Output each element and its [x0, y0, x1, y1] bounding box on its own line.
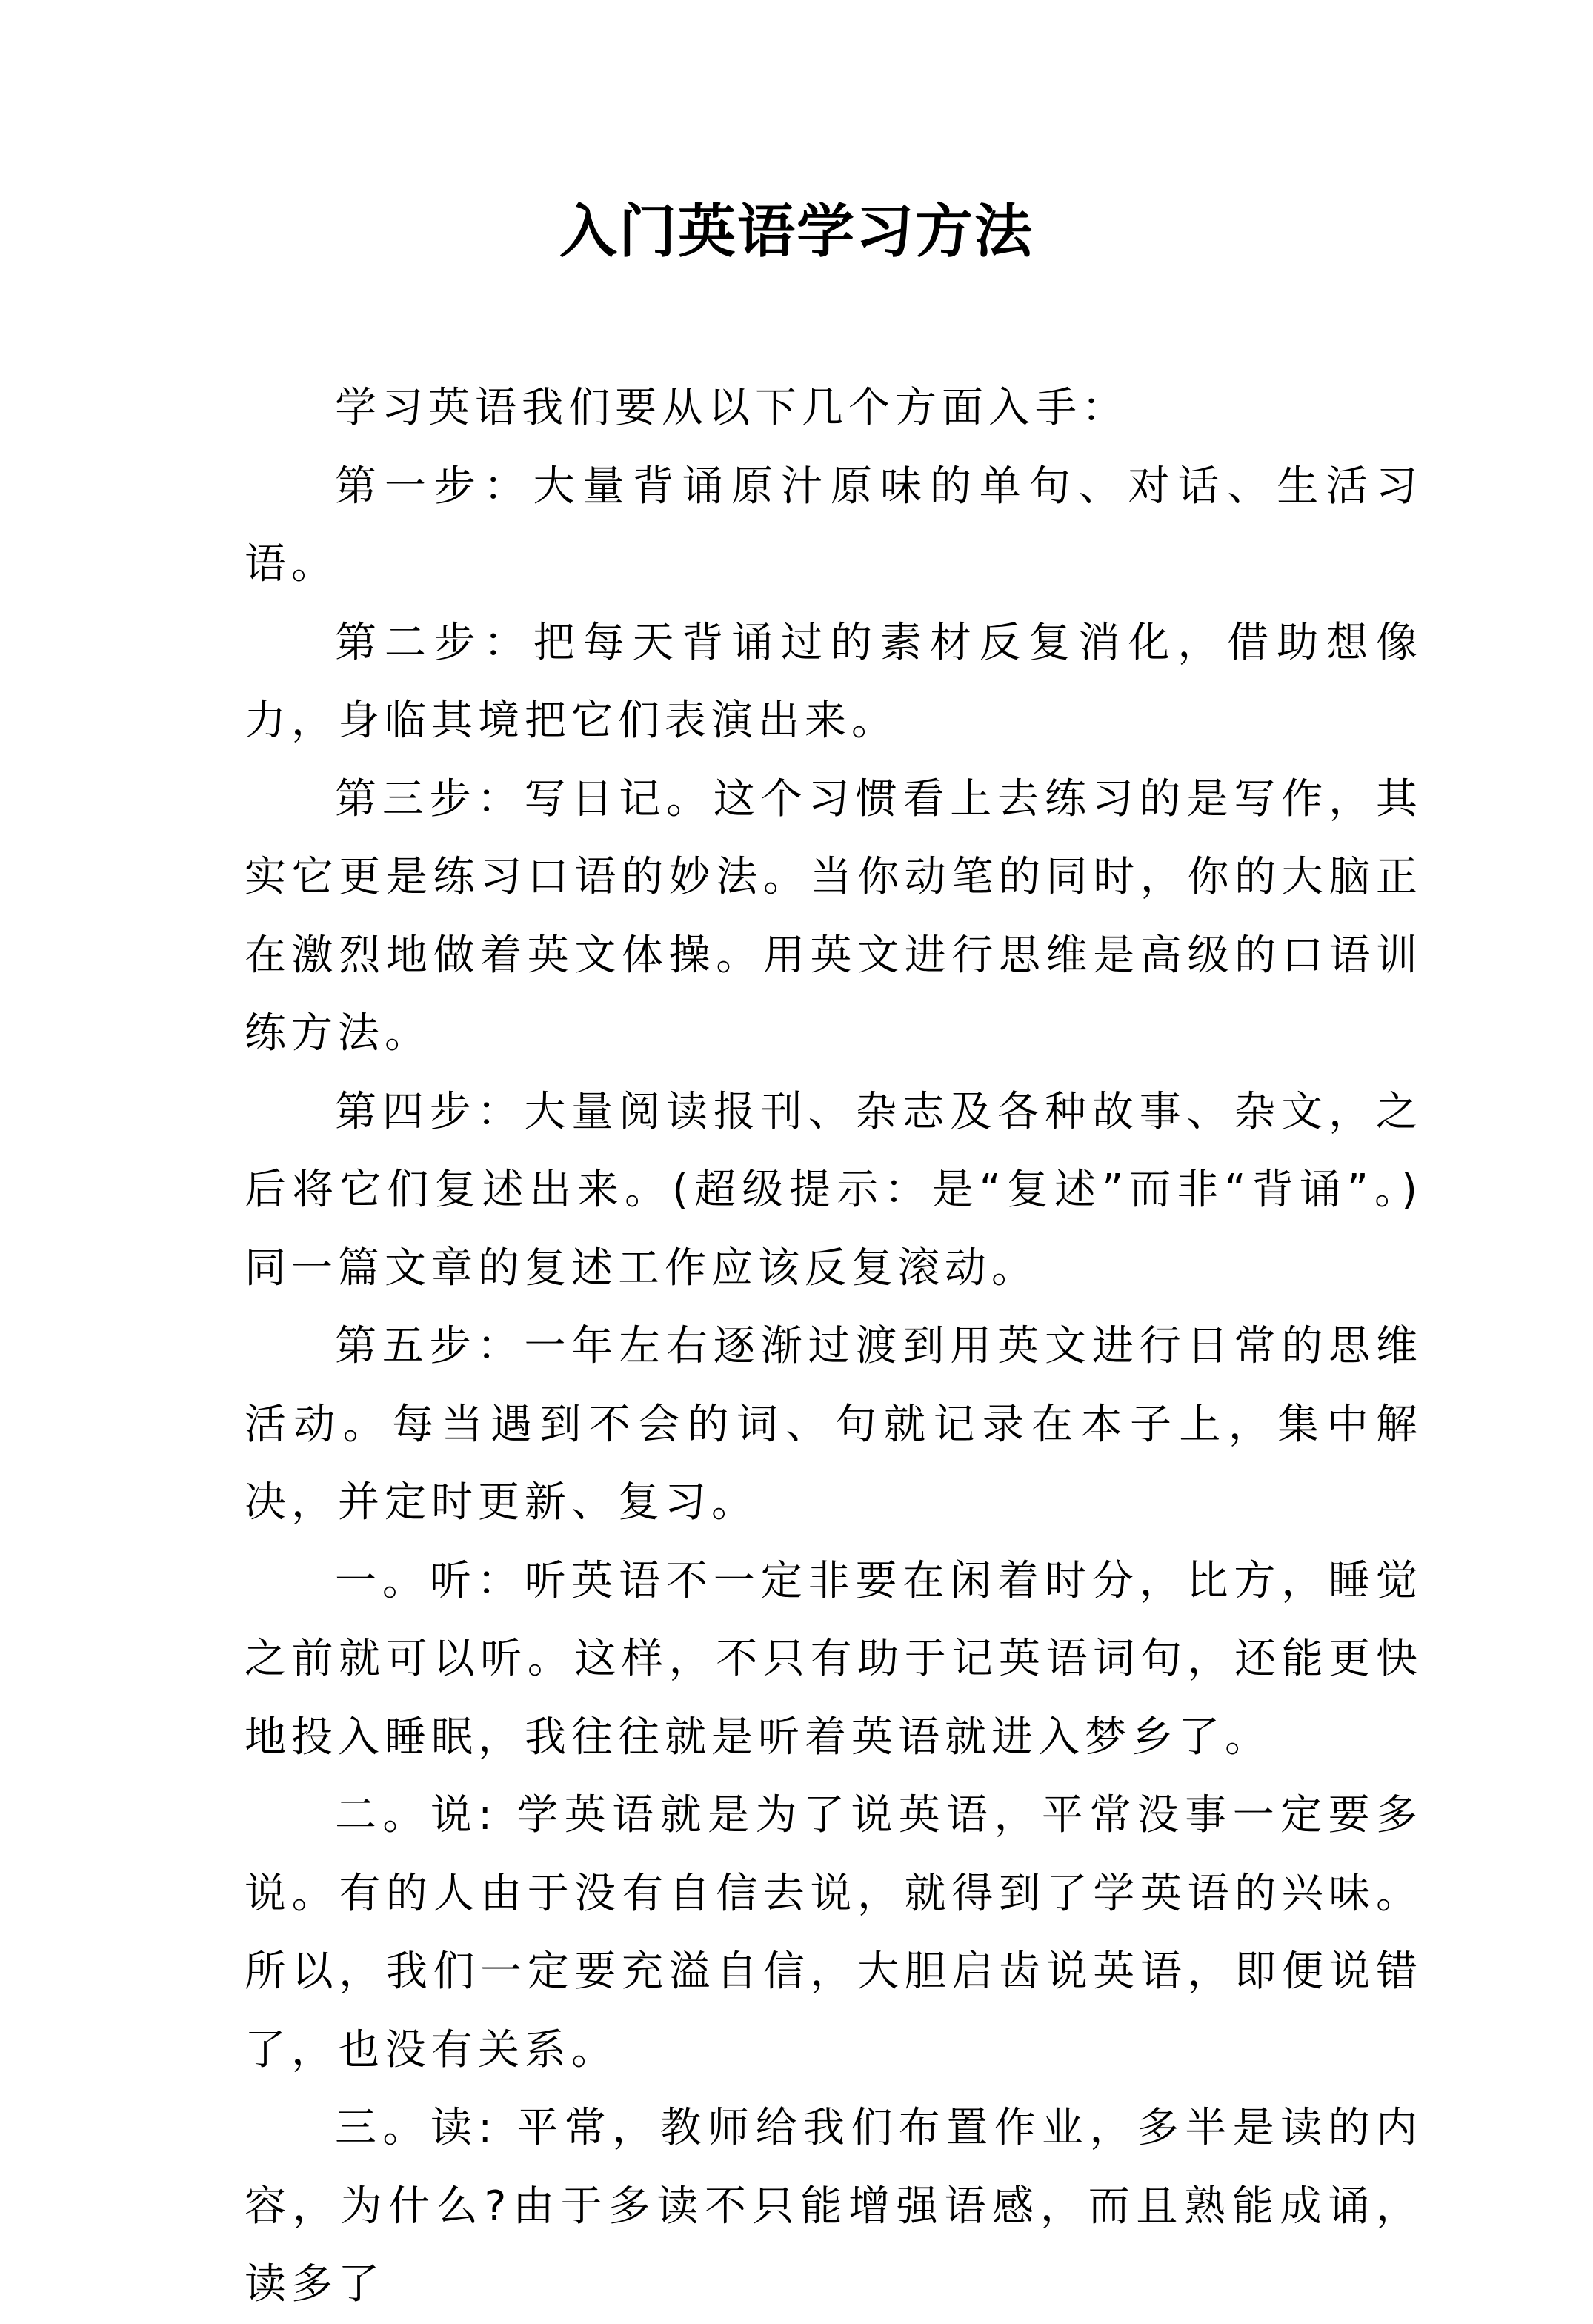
document-title: 入门英语学习方法 [559, 198, 1034, 265]
paragraph-speaking: 二。说: 学英语就是为了说英语，平常没事一定要多说。有的人由于没有自信去说，就得到了学英语的兴味。所以，我们一定要充溢自信，大胆启齿说英语，即便说错了，也没有关系。 [245, 1791, 1423, 2074]
paragraph-step-1: 第一步：大量背诵原汁原味的单句、对话、生活习语。 [245, 462, 1423, 588]
paragraph-step-4: 第四步：大量阅读报刊、杂志及各种故事、杂文，之后将它们复述出来。(超级提示：是“复述”而非“背诵”。) 同一篇文章的复述工作应该反复滚动。 [245, 1087, 1423, 1292]
document-body [245, 369, 1423, 2324]
paragraph-intro: 学习英语我们要从以下几个方面入手： [335, 384, 1128, 432]
paragraph-step-5: 第五步：一年左右逐渐过渡到用英文进行日常的思维活动。每当遇到不会的词、句就记录在本子上，集中解决，并定时更新、复习。 [245, 1322, 1423, 1527]
paragraph-reading: 三。读: 平常，教师给我们布置作业，多半是读的内容，为什么?由于多读不只能增强语感，而且熟能成诵，读多了 [245, 2104, 1423, 2308]
paragraph-step-2: 第二步：把每天背诵过的素材反复消化，借助想像力，身临其境把它们表演出来。 [245, 618, 1423, 745]
paragraph-step-3: 第三步：写日记。这个习惯看上去练习的是写作，其实它更是练习口语的妙法。当你动笔的同时，你的大脑正在激烈地做着英文体操。用英文进行思维是高级的口语训练方法。 [245, 774, 1423, 1058]
paragraph-listening: 一。听：听英语不一定非要在闲着时分，比方，睡觉之前就可以听。这样，不只有助于记英语词句，还能更快地投入睡眠，我往往就是听着英语就进入梦乡了。 [245, 1556, 1423, 1762]
